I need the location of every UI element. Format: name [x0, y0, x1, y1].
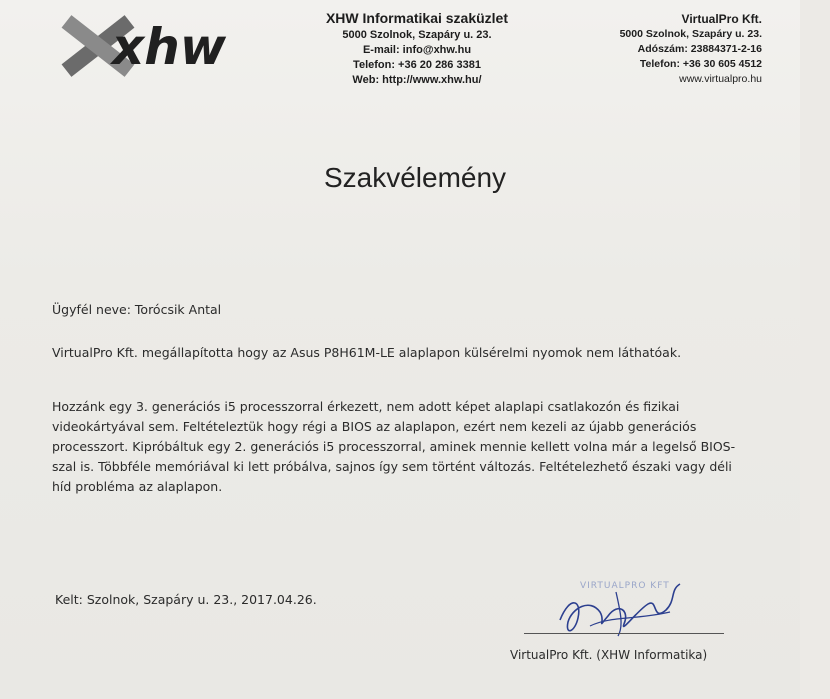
company-right-header — [562, 12, 762, 87]
company-right-phone: Telefon: +36 30 605 4512 — [639, 58, 762, 70]
details-line: Hozzánk egy 3. generációs i5 processzorral érkezett, nem adott képet alaplapi csatlakozón és fizikai — [52, 399, 680, 414]
company-right-tax: Adószám: 23884371-2-16 — [637, 43, 762, 55]
signature-scribble — [560, 584, 680, 631]
company-left-name: XHW Informatikai szaküzlet — [325, 10, 509, 26]
company-right-web: www.virtualpro.hu — [679, 73, 762, 85]
company-right-address: 5000 Szolnok, Szapáry u. 23. — [619, 28, 762, 40]
details-line: videokártyával sem. Feltételeztük hogy régi a BIOS az alaplapon, ezért nem kezeli az újabb generációs — [52, 419, 697, 434]
xhw-logo — [52, 8, 227, 80]
company-left-web: Web: http://www.xhw.hu/ — [352, 74, 482, 86]
stamp-text: VIRTUALPRO KFT — [580, 581, 670, 591]
signature-line — [524, 633, 724, 634]
finding-statement: VirtualPro Kft. megállapította hogy az Asus P8H61M-LE alaplapon külsérelmi nyomok nem láthatóak. — [52, 345, 682, 360]
signer-name: VirtualPro Kft. (XHW Informatika) — [510, 648, 708, 662]
date-place: Kelt: Szolnok, Szapáry u. 23., 2017.04.26. — [55, 592, 317, 607]
company-left-header — [292, 8, 542, 88]
company-left-address: 5000 Szolnok, Szapáry u. 23. — [342, 29, 492, 41]
document-title: Szakvélemény — [323, 162, 507, 193]
company-left-phone: Telefon: +36 20 286 3381 — [353, 59, 481, 71]
company-left-email: E-mail: info@xhw.hu — [362, 44, 472, 56]
client-name: Ügyfél neve: Torócsik Antal — [52, 302, 222, 317]
logo-text: xhw — [112, 18, 227, 76]
details-line: processzort. Kipróbáltuk egy 2. generációs i5 processzorral, aminek mennie kellett volna már a legelső BIOS- — [52, 439, 736, 454]
details-line: szal is. Többféle memóriával ki lett próbálva, sajnos így sem történt változás. Feltételezhető északi vagy déli — [52, 459, 732, 474]
details-paragraph — [52, 397, 772, 497]
details-line: híd probléma az alaplapon. — [52, 479, 223, 494]
signature-stamp — [520, 570, 760, 650]
company-right-name: VirtualPro Kft. — [681, 12, 762, 26]
